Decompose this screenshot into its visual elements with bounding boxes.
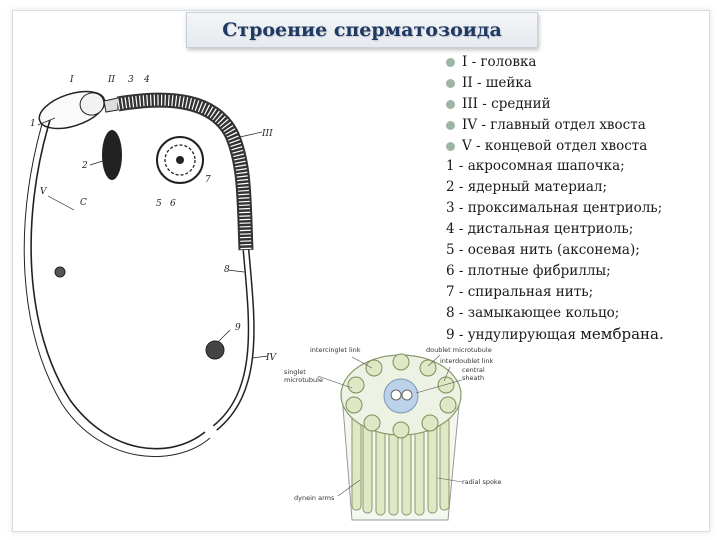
bullet-icon bbox=[446, 58, 455, 67]
legend-item bbox=[446, 324, 664, 346]
legend-item: 2 - ядерный материал; bbox=[446, 179, 608, 195]
label-microtubule: microtubule bbox=[284, 376, 323, 384]
label-doublet-microtubule: doublet microtubule bbox=[426, 346, 492, 354]
parts-item bbox=[446, 73, 647, 94]
legend-item-prefix: 9 - ундулирующая bbox=[446, 327, 581, 343]
legend-list bbox=[446, 156, 664, 346]
parts-item bbox=[446, 136, 647, 157]
parts-item-label: I - головка bbox=[462, 54, 537, 70]
label-radial-spoke: radial spoke bbox=[462, 478, 502, 486]
parts-item-label: II - шейка bbox=[462, 75, 532, 91]
label-6: 6 bbox=[170, 199, 176, 209]
parts-item-label: IV - главный отдел хвоста bbox=[462, 117, 646, 133]
label-7: 7 bbox=[205, 175, 211, 185]
label-2: 2 bbox=[82, 161, 88, 171]
label-singlet: singlet bbox=[284, 368, 306, 376]
legend-item-word: мембрана. bbox=[580, 325, 664, 343]
label-sheath: sheath bbox=[462, 374, 485, 382]
label-interdoublet-link: interdoublet link bbox=[440, 357, 494, 365]
label-1: 1 bbox=[30, 119, 36, 129]
legend-item: 5 - осевая нить (аксонема); bbox=[446, 242, 640, 258]
bullet-icon bbox=[446, 121, 455, 130]
label-dynein-arms: dynein arms bbox=[294, 494, 335, 502]
label-IV: IV bbox=[266, 353, 277, 363]
parts-item bbox=[446, 94, 647, 115]
parts-item bbox=[446, 52, 647, 73]
label-9: 9 bbox=[235, 323, 241, 333]
label-V: V bbox=[40, 187, 47, 197]
label-5: 5 bbox=[156, 199, 162, 209]
label-II: II bbox=[108, 75, 116, 85]
parts-list bbox=[446, 52, 647, 157]
parts-item-label: III - средний bbox=[462, 96, 551, 112]
bullet-icon bbox=[446, 79, 455, 88]
legend-item: 4 - дистальная центриоль; bbox=[446, 221, 634, 237]
parts-item bbox=[446, 115, 647, 136]
label-I: I bbox=[70, 75, 74, 85]
legend-item: 7 - спиральная нить; bbox=[446, 284, 594, 300]
parts-item-label: V - концевой отдел хвоста bbox=[462, 138, 648, 154]
bullet-icon bbox=[446, 100, 455, 109]
label-C: C bbox=[80, 198, 87, 208]
label-intercinglet-link: intercinglet link bbox=[310, 346, 361, 354]
slide-title: Строение сперматозоида bbox=[222, 19, 502, 41]
label-4: 4 bbox=[144, 75, 150, 85]
legend-item: 1 - акросомная шапочка; bbox=[446, 158, 625, 174]
label-8: 8 bbox=[224, 265, 230, 275]
legend-item: 8 - замыкающее кольцо; bbox=[446, 305, 620, 321]
label-3: 3 bbox=[128, 75, 134, 85]
legend-item: 3 - проксимальная центриоль; bbox=[446, 200, 663, 216]
label-central: central bbox=[462, 366, 485, 374]
label-III: III bbox=[262, 129, 273, 139]
legend-item: 6 - плотные фибриллы; bbox=[446, 263, 611, 279]
bullet-icon bbox=[446, 142, 455, 151]
